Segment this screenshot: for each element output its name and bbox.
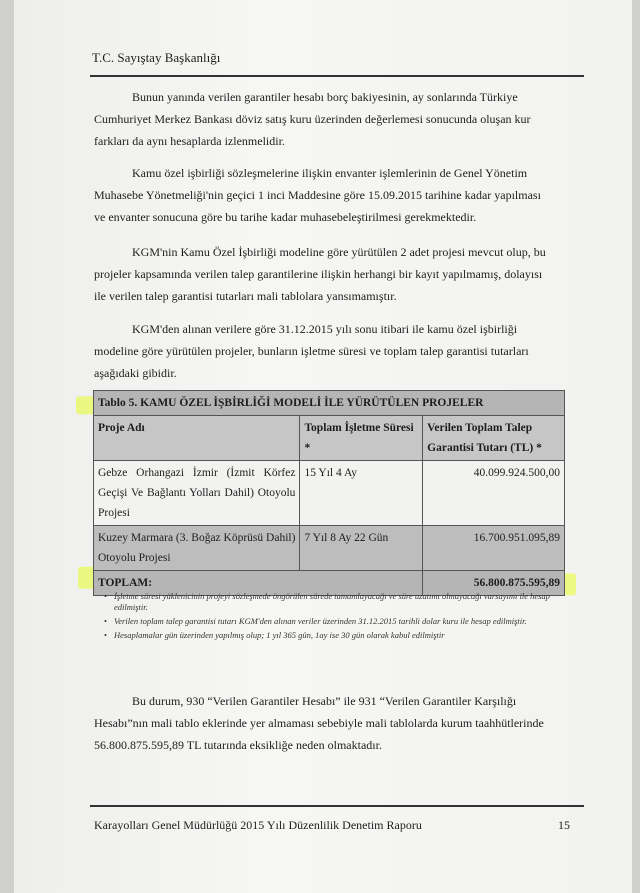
text-line: KGM'nin Kamu Özel İşbirliği modeline göre yürütülen 2 adet projesi mevcut olup, bu bbox=[132, 245, 546, 259]
text-line: aşağıdaki gibidir. bbox=[94, 366, 177, 380]
paragraph-4 bbox=[94, 318, 572, 384]
note-item: • Hesaplamalar gün üzerinden yapılmış olup; 1 yıl 365 gün, 1ay ise 30 gün olarak kabul edilmiştir bbox=[114, 630, 564, 641]
column-header: Proje Adı bbox=[94, 416, 300, 461]
document-page bbox=[14, 0, 632, 893]
header-title: T.C. Sayıştay Başkanlığı bbox=[92, 50, 221, 65]
page-number: 15 bbox=[558, 818, 570, 832]
header-rule bbox=[90, 75, 584, 77]
text-line: projeler kapsamında verilen talep garantilerine ilişkin herhangi bir kayıt yapılmamış, dolayısı bbox=[94, 267, 543, 281]
text-line: Cumhuriyet Merkez Bankası döviz satış kuru üzerinden değerlemesi sonucunda oluşan kur bbox=[94, 112, 531, 126]
text-line: Bu durum, 930 “Verilen Garantiler Hesabı” ile 931 “Verilen Garantiler Karşılığı bbox=[132, 694, 517, 708]
text-line: modeline göre yürütülen projeler, bunların işletme süresi ve toplam talep garantisi tutarları bbox=[94, 344, 529, 358]
closing-paragraph bbox=[94, 690, 572, 756]
total-value: 56.800.875.595,89 bbox=[423, 571, 565, 596]
project-amount: 40.099.924.500,00 bbox=[423, 461, 565, 526]
project-duration: 15 Yıl 4 Ay bbox=[300, 461, 423, 526]
project-amount: 16.700.951.095,89 bbox=[423, 526, 565, 571]
text-line: 56.800.875.595,89 TL tutarında eksikliğe neden olmaktadır. bbox=[94, 738, 382, 752]
text-line: Muhasebe Yönetmeliği'nin geçici 1 inci Maddesine göre 15.09.2015 tarihine kadar yapılması bbox=[94, 188, 541, 202]
text-line: Bunun yanında verilen garantiler hesabı borç bakiyesinin, ay sonlarında Türkiye bbox=[132, 90, 518, 104]
table-row bbox=[94, 461, 565, 526]
footer-text: Karayolları Genel Müdürlüğü 2015 Yılı Düzenlilik Denetim Raporu bbox=[94, 818, 422, 832]
text-line: ve envanter sonucuna göre bu tarihe kadar muhasebeleştirilmesi gerekmektedir. bbox=[94, 210, 477, 224]
column-header: Verilen Toplam Talep Garantisi Tutarı (TL) * bbox=[423, 416, 565, 461]
note-item: • Verilen toplam talep garantisi tutarı KGM'den alınan veriler üzerinden 31.12.2015 tarihli dolar kuru ile hesap edilmiştir. bbox=[114, 616, 564, 627]
paragraph-1 bbox=[94, 86, 572, 152]
footer-rule bbox=[90, 805, 584, 807]
text-line: Hesabı”nın mali tablo eklerinde yer almaması sebebiyle mali tablolarda kurum taahhütlerinde bbox=[94, 716, 544, 730]
text-line: ile verilen talep garantisi tutarları mali tablolara yansımamıştır. bbox=[94, 289, 397, 303]
project-name: Kuzey Marmara (3. Boğaz Köprüsü Dahil) Otoyolu Projesi bbox=[94, 526, 300, 571]
table-caption: Tablo 5. KAMU ÖZEL İŞBİRLİĞİ MODELİ İLE YÜRÜTÜLEN PROJELER bbox=[94, 391, 565, 416]
table-notes bbox=[114, 591, 564, 644]
text-line: Kamu özel işbirliği sözleşmelerine ilişkin envanter işlemlerinin de Genel Yönetim bbox=[132, 166, 528, 180]
project-name: Gebze Orhangazi İzmir (İzmit Körfez Geçişi Ve Bağlantı Yolları Dahil) Otoyolu Projesi bbox=[94, 461, 300, 526]
column-header: Toplam İşletme Süresi * bbox=[300, 416, 423, 461]
paragraph-2 bbox=[94, 162, 572, 228]
total-label: TOPLAM: bbox=[94, 571, 423, 596]
text-line: KGM'den alınan verilere göre 31.12.2015 yılı sonu itibari ile kamu özel işbirliği bbox=[132, 322, 518, 336]
table-row bbox=[94, 526, 565, 571]
footer bbox=[94, 818, 570, 833]
text-line: farkları da aynı hesaplarda izlenmelidir. bbox=[94, 134, 285, 148]
paragraph-3 bbox=[94, 241, 572, 307]
project-duration: 7 Yıl 8 Ay 22 Gün bbox=[300, 526, 423, 571]
note-item: • İşletme süresi yüklenicinin projeyi sözleşmede öngörülen sürede tamamlayacağı ve süre uzatımı olmayacağı varsayımı ile hesap edilmiştir. bbox=[114, 591, 564, 613]
projects-table bbox=[93, 390, 565, 596]
